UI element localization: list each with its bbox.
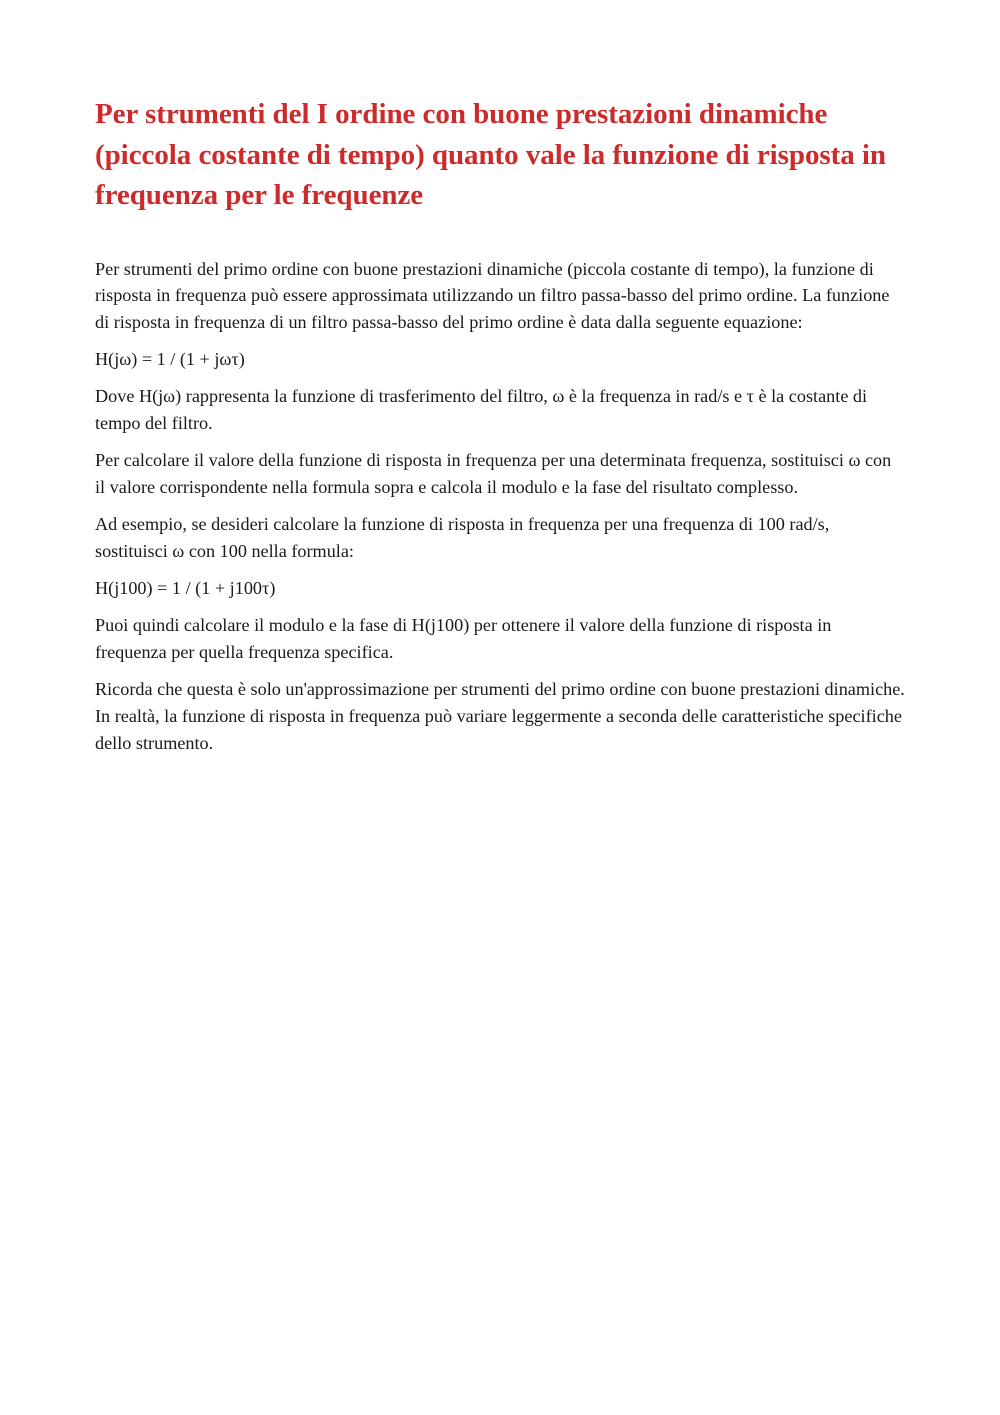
paragraph-calculation: Per calcolare il valore della funzione di risposta in frequenza per una determinata frequenza, sostituisci ω con il valore corrispondente nella formula sopra e calcola il modulo e la fase del risultato complesso.	[95, 450, 892, 497]
document-page	[95, 94, 905, 767]
formula-example: H(j100) = 1 / (1 + j100τ)	[95, 578, 276, 599]
document-title: Per strumenti del I ordine con buone prestazioni dinamiche (piccola costante di tempo) quanto vale la funzione di risposta in frequenza per le frequenze	[95, 98, 887, 211]
formula-general: H(jω) = 1 / (1 + jωτ)	[95, 349, 245, 370]
paragraph-intro: Per strumenti del primo ordine con buone prestazioni dinamiche (piccola costante di tempo), la funzione di risposta in frequenza può essere approssimata utilizzando un filtro passa-basso del primo ordine. La funzione di risposta in frequenza di un filtro passa-basso del primo ordine è data dalla seguente equazione:	[95, 258, 890, 332]
paragraph-result: Puoi quindi calcolare il modulo e la fase di H(j100) per ottenere il valore della funzione di risposta in frequenza per quella frequenza specifica.	[95, 615, 832, 662]
paragraph-note: Ricorda che questa è solo un'approssimazione per strumenti del primo ordine con buone prestazioni dinamiche. In realtà, la funzione di risposta in frequenza può variare leggermente a seconda delle caratteristiche specifiche dello strumento.	[95, 679, 905, 753]
paragraph-example: Ad esempio, se desideri calcolare la funzione di risposta in frequenza per una frequenza di 100 rad/s, sostituisci ω con 100 nella formula:	[95, 514, 830, 561]
paragraph-definition: Dove H(jω) rappresenta la funzione di trasferimento del filtro, ω è la frequenza in rad/s e τ è la costante di tempo del filtro.	[95, 386, 868, 434]
document-body	[95, 256, 905, 757]
